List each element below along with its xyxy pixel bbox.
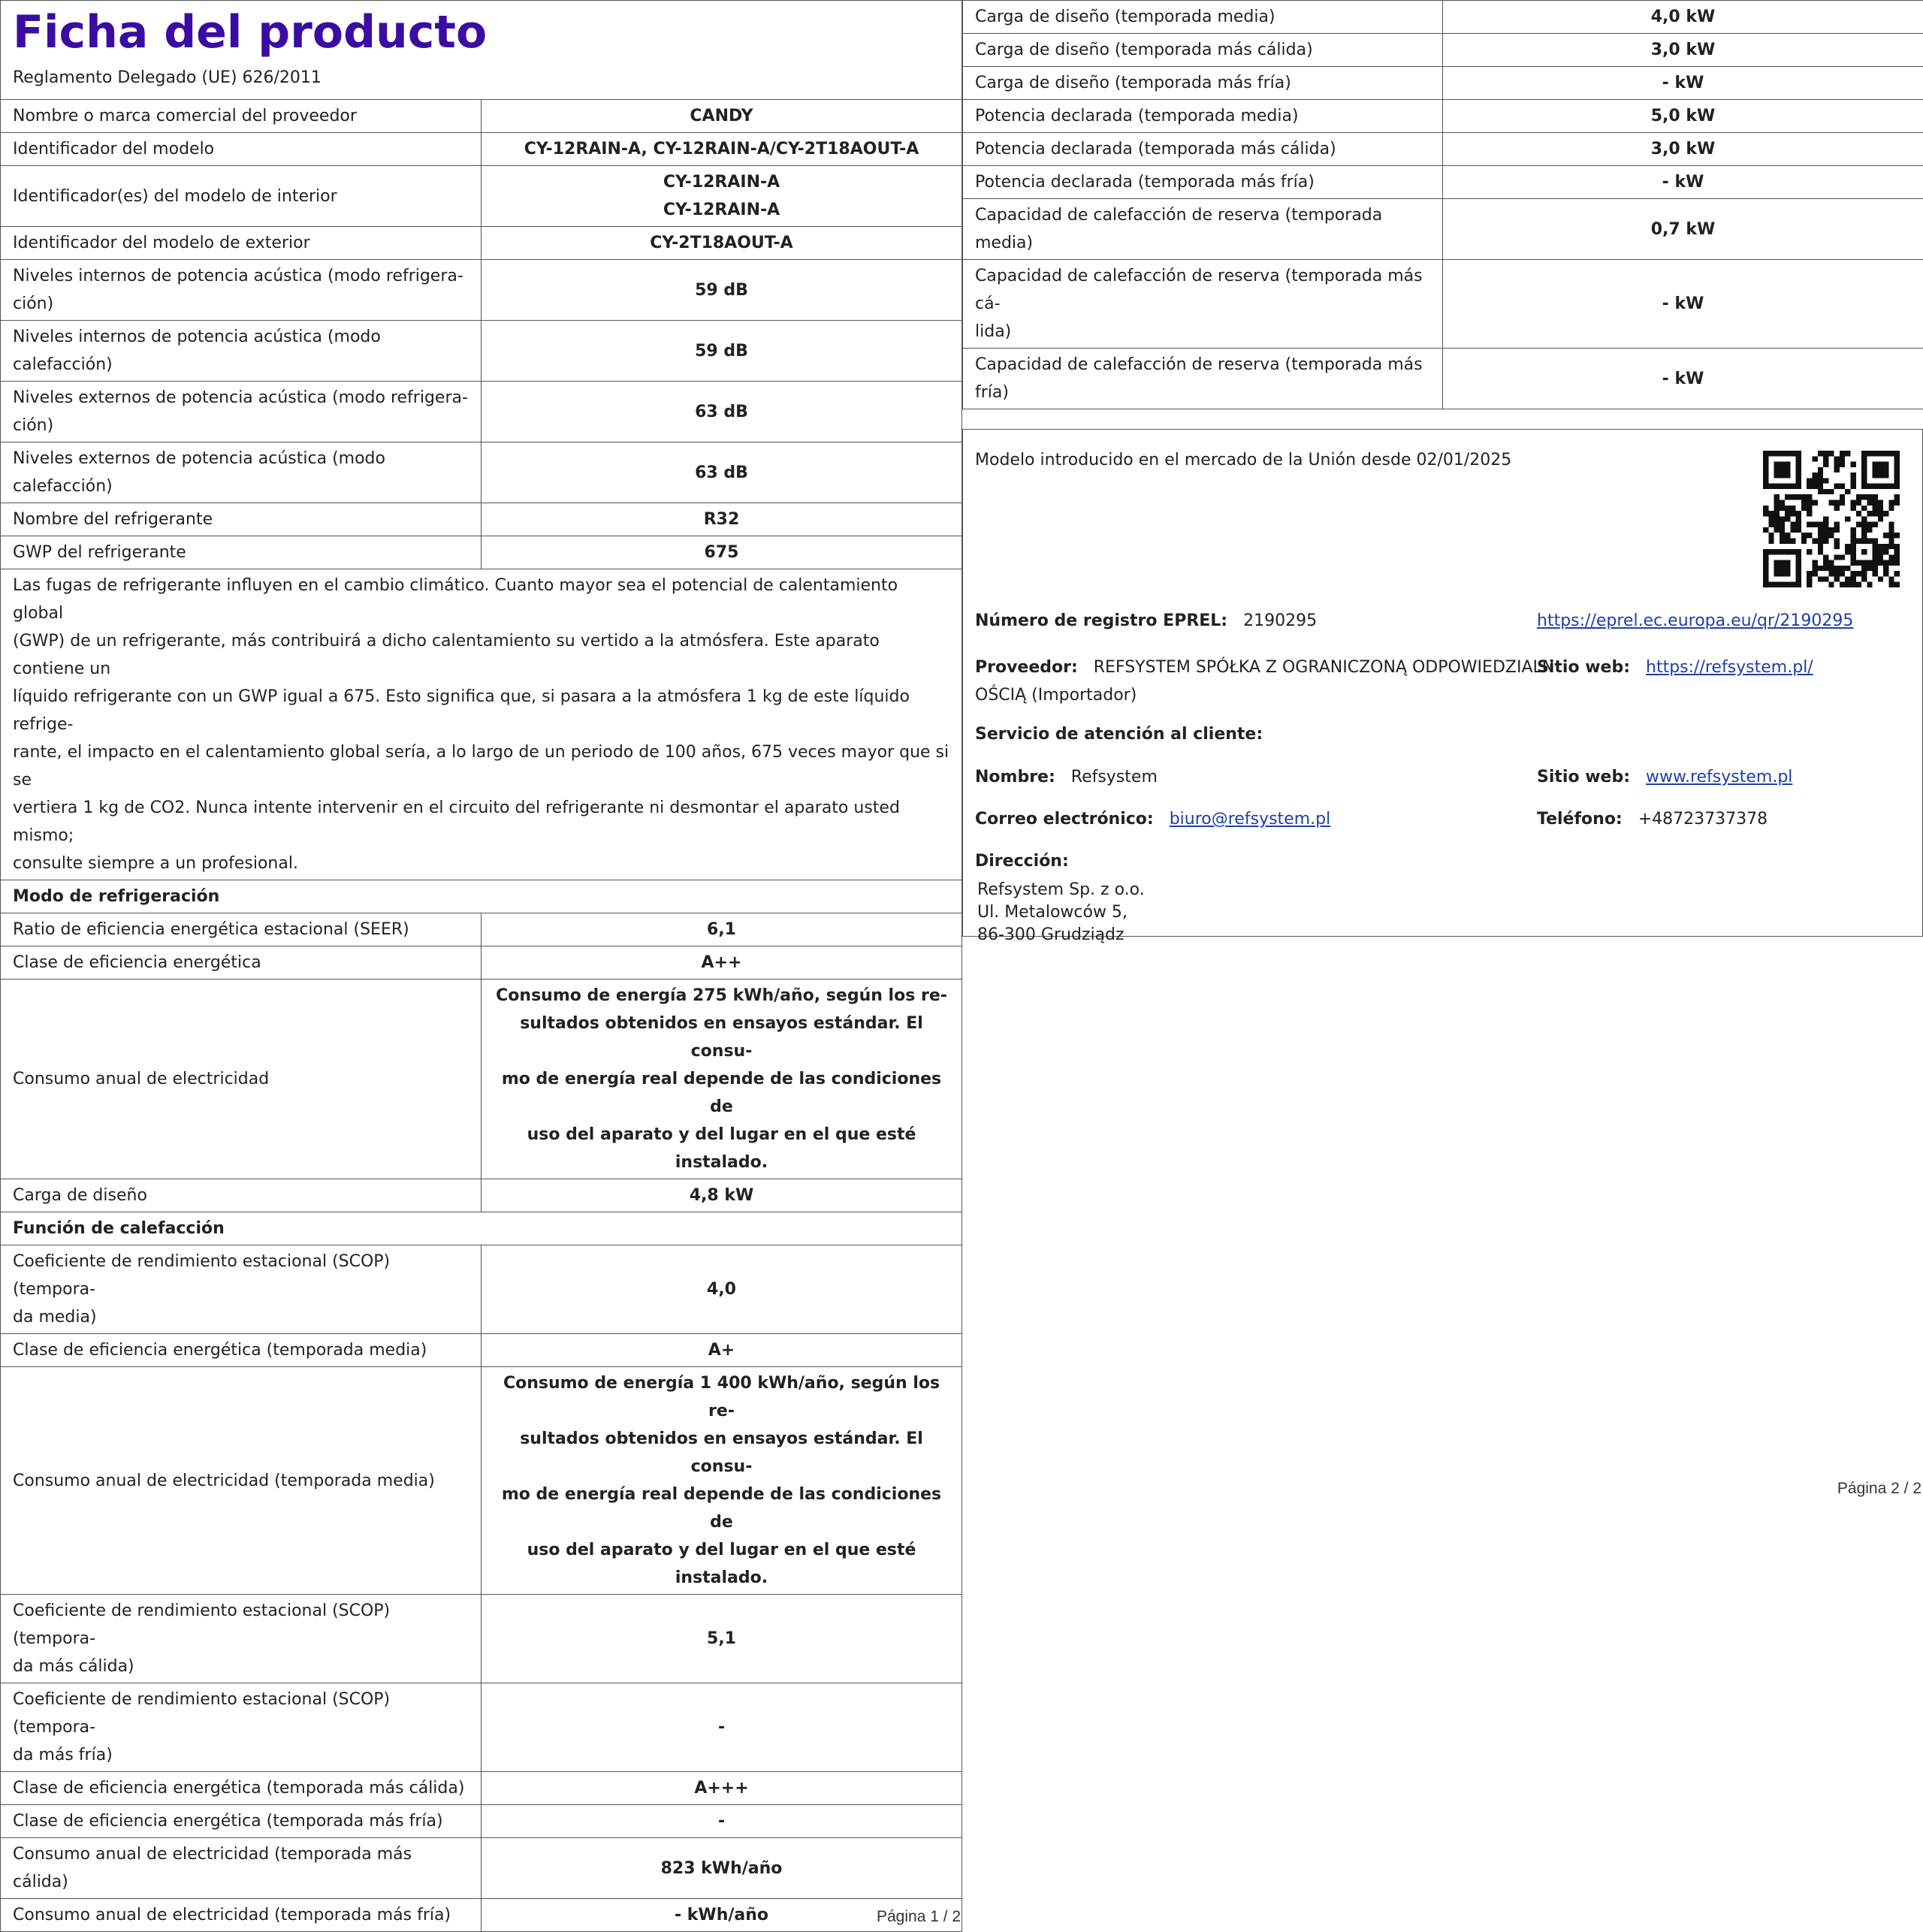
consumption-line: sultados obtenidos en ensayos estándar. El consu- bbox=[494, 1425, 949, 1481]
row-value-line: CANDY bbox=[494, 102, 949, 130]
row-value: 4,8 kW bbox=[482, 1179, 962, 1212]
title-row bbox=[1, 1, 962, 60]
cooling-section-header: Modo de refrigeración bbox=[1, 880, 962, 913]
row-label bbox=[1, 503, 482, 536]
row-value-line: 3,0 kW bbox=[1455, 36, 1911, 64]
row-label-line: Carga de diseño (temporada media) bbox=[975, 3, 1430, 31]
email-row bbox=[975, 810, 1910, 829]
table-row bbox=[1, 913, 962, 946]
phone-label: Teléfono: bbox=[1537, 810, 1623, 829]
row-value bbox=[1443, 1, 1923, 34]
cs-website-link[interactable]: www.refsystem.pl bbox=[1646, 768, 1792, 786]
regulation-row bbox=[1, 59, 962, 100]
row-label: Consumo anual de electricidad (temporada media) bbox=[1, 1367, 482, 1595]
eprel-label: Número de registro EPREL: bbox=[975, 611, 1227, 630]
row-label-line: Clase de eficiencia energética (temporada más cálida) bbox=[13, 1774, 469, 1802]
regulation-text: Reglamento Delegado (UE) 626/2011 bbox=[1, 59, 962, 100]
row-label bbox=[1, 1595, 482, 1683]
row-value-line: R32 bbox=[494, 506, 949, 533]
consumption-line: Consumo de energía 1 400 kWh/año, según los re- bbox=[494, 1369, 949, 1425]
row-value bbox=[1443, 199, 1923, 260]
supplier-website-link[interactable]: https://refsystem.pl/ bbox=[1646, 658, 1813, 677]
table-row bbox=[1, 536, 962, 569]
row-label-line: ción) bbox=[13, 412, 469, 439]
table-row bbox=[1, 980, 962, 1179]
row-value bbox=[482, 382, 962, 442]
table-row bbox=[1, 1683, 962, 1772]
row-label bbox=[963, 260, 1443, 349]
gwp-note-line: Las fugas de refrigerante influyen en el cambio climático. Cuanto mayor sea el potencial de calentamiento global bbox=[13, 572, 949, 627]
row-value bbox=[482, 1367, 962, 1595]
row-value bbox=[1443, 133, 1923, 166]
row-label-line: Niveles externos de potencia acústica (modo calefacción) bbox=[13, 445, 469, 500]
row-label-line: Nombre del refrigerante bbox=[13, 506, 469, 533]
gwp-note bbox=[1, 569, 962, 880]
row-value bbox=[482, 946, 962, 980]
row-value-line: - kW bbox=[1455, 168, 1911, 196]
heating-section-header: Función de calefacción bbox=[1, 1212, 962, 1245]
row-label-line: Potencia declarada (temporada media) bbox=[975, 102, 1430, 130]
row-value bbox=[482, 1805, 962, 1838]
row-value bbox=[482, 536, 962, 569]
general-rows bbox=[1, 100, 962, 569]
row-label bbox=[1, 166, 482, 227]
row-label-line: Niveles internos de potencia acústica (modo refrigera- bbox=[13, 262, 469, 290]
row-value-line: 63 dB bbox=[494, 398, 949, 426]
row-value-line: - bbox=[494, 1713, 949, 1741]
row-value bbox=[482, 1245, 962, 1334]
table-row bbox=[1, 503, 962, 536]
table-row bbox=[963, 34, 1923, 67]
row-label bbox=[1, 536, 482, 569]
row-value-line: A++ bbox=[494, 949, 949, 977]
qr-code-icon[interactable] bbox=[1763, 451, 1900, 587]
consumption-line: uso del aparato y del lugar en el que esté instalado. bbox=[494, 1121, 949, 1176]
row-label bbox=[963, 100, 1443, 133]
row-label-line: Niveles externos de potencia acústica (modo refrigera- bbox=[13, 384, 469, 412]
row-label-line: Coeficiente de rendimiento estacional (SCOP) (tempora- bbox=[13, 1597, 469, 1653]
row-value-line: 823 kWh/año bbox=[494, 1855, 949, 1882]
consumption-line: sultados obtenidos en ensayos estándar. El consu- bbox=[494, 1010, 949, 1065]
row-value bbox=[482, 260, 962, 321]
customer-service-label: Servicio de atención al cliente: bbox=[975, 725, 1910, 744]
gwp-note-line: (GWP) de un refrigerante, más contribuirá a dicho calentamiento su vertido a la atmósfera. Este aparato contiene un bbox=[13, 627, 949, 683]
row-label bbox=[1, 1838, 482, 1899]
table-row bbox=[963, 260, 1923, 349]
row-label-line: Clase de eficiencia energética (temporada media) bbox=[13, 1336, 469, 1364]
table-row bbox=[1, 1899, 962, 1932]
capacity-rows bbox=[963, 1, 1923, 409]
row-value-line: - kW bbox=[1455, 290, 1911, 318]
row-label-line: Identificador del modelo bbox=[13, 135, 469, 163]
row-value-line: - kW bbox=[1455, 365, 1911, 393]
gwp-note-line: rante, el impacto en el calentamiento global sería, a lo largo de un periodo de 100 años, 675 veces mayor que si se bbox=[13, 738, 949, 794]
table-row bbox=[1, 1838, 962, 1899]
table-row bbox=[1, 100, 962, 133]
row-label-line: Consumo anual de electricidad (temporada más cálida) bbox=[13, 1840, 469, 1896]
row-label bbox=[963, 349, 1443, 409]
row-value bbox=[482, 1683, 962, 1772]
row-value-line: CY-12RAIN-A bbox=[494, 196, 949, 224]
row-value bbox=[482, 321, 962, 382]
row-value-line: 675 bbox=[494, 539, 949, 566]
row-label bbox=[1, 1899, 482, 1932]
capacity-table bbox=[962, 0, 1923, 409]
section-header-row bbox=[1, 880, 962, 913]
address-line: Refsystem Sp. z o.o. bbox=[977, 879, 1910, 901]
row-label-line: Coeficiente de rendimiento estacional (SCOP) (tempora- bbox=[13, 1248, 469, 1303]
supplier-info-box bbox=[962, 429, 1923, 937]
row-label-line: da más cálida) bbox=[13, 1653, 469, 1680]
row-value bbox=[482, 1772, 962, 1805]
row-label-line: Consumo anual de electricidad (temporada más fría) bbox=[13, 1901, 469, 1929]
row-value bbox=[482, 1334, 962, 1367]
supplier-name: REFSYSTEM SPÓŁKA Z OGRANICZONĄ ODPOWIEDZIALN bbox=[1094, 658, 1554, 677]
table-row bbox=[963, 199, 1923, 260]
row-value-line: A+ bbox=[494, 1336, 949, 1364]
row-value bbox=[482, 913, 962, 946]
row-label-line: lida) bbox=[975, 318, 1430, 346]
row-label bbox=[963, 34, 1443, 67]
row-value-line: CY-12RAIN-A, CY-12RAIN-A/CY-2T18AOUT-A bbox=[494, 135, 949, 163]
row-label-line: Capacidad de calefacción de reserva (temporada media) bbox=[975, 201, 1430, 257]
row-label: Consumo anual de electricidad bbox=[1, 980, 482, 1179]
row-label-line: da más fría) bbox=[13, 1741, 469, 1769]
row-label-line: Niveles internos de potencia acústica (modo calefacción) bbox=[13, 323, 469, 379]
consumption-line: mo de energía real depende de las condiciones de bbox=[494, 1481, 949, 1536]
row-label: Carga de diseño bbox=[1, 1179, 482, 1212]
row-value-line: 4,0 kW bbox=[1455, 3, 1911, 31]
supplier-label: Proveedor: bbox=[975, 658, 1078, 677]
gwp-note-line: vertiera 1 kg de CO2. Nunca intente intervenir en el circuito del refrigerante ni desmontar el aparato usted mismo; bbox=[13, 794, 949, 850]
supplier-row bbox=[975, 654, 1910, 709]
row-label-line: Coeficiente de rendimiento estacional (SCOP) (tempora- bbox=[13, 1686, 469, 1741]
row-value bbox=[482, 100, 962, 133]
row-label bbox=[963, 166, 1443, 199]
row-label bbox=[1, 260, 482, 321]
row-label-line: Carga de diseño (temporada más fría) bbox=[975, 69, 1430, 97]
row-label bbox=[1, 442, 482, 503]
phone-number: +48723737378 bbox=[1638, 810, 1768, 829]
table-row bbox=[1, 1772, 962, 1805]
gwp-note-line: consulte siempre a un profesional. bbox=[13, 850, 949, 877]
eprel-number: 2190295 bbox=[1243, 611, 1317, 630]
row-value bbox=[482, 442, 962, 503]
address-line: Ul. Metalowców 5, bbox=[977, 901, 1910, 924]
row-value bbox=[1443, 260, 1923, 349]
row-value-line: CY-12RAIN-A bbox=[494, 168, 949, 196]
row-label-line: Potencia declarada (temporada más cálida) bbox=[975, 135, 1430, 163]
name-label: Nombre: bbox=[975, 768, 1055, 786]
website-label: Sitio web: bbox=[1537, 658, 1630, 677]
row-value bbox=[482, 503, 962, 536]
address-label: Dirección: bbox=[975, 852, 1910, 871]
row-value bbox=[482, 1595, 962, 1683]
row-label bbox=[1, 1683, 482, 1772]
consumption-line: mo de energía real depende de las condiciones de bbox=[494, 1065, 949, 1121]
row-label bbox=[1, 1772, 482, 1805]
email-link[interactable]: biuro@refsystem.pl bbox=[1170, 810, 1331, 829]
row-value bbox=[482, 1838, 962, 1899]
row-label bbox=[1, 227, 482, 260]
row-value-line: 59 dB bbox=[494, 337, 949, 365]
table-row bbox=[1, 382, 962, 442]
email-label: Correo electrónico: bbox=[975, 810, 1154, 829]
address-block bbox=[977, 879, 1910, 946]
table-row bbox=[1, 442, 962, 503]
supplier-website-block bbox=[1537, 654, 1813, 681]
row-value bbox=[1443, 34, 1923, 67]
gwp-note-row bbox=[1, 569, 962, 880]
row-label bbox=[963, 199, 1443, 260]
row-value-line: CY-2T18AOUT-A bbox=[494, 229, 949, 257]
table-row bbox=[1, 1245, 962, 1334]
row-label bbox=[1, 1805, 482, 1838]
row-label bbox=[963, 1, 1443, 34]
table-row bbox=[963, 166, 1923, 199]
row-label-line: Identificador(es) del modelo de interior bbox=[13, 183, 469, 210]
row-label-line: GWP del refrigerante bbox=[13, 539, 469, 566]
cs-name: Refsystem bbox=[1071, 768, 1158, 786]
row-label bbox=[1, 1334, 482, 1367]
table-row bbox=[1, 1595, 962, 1683]
row-value-line: 5,1 bbox=[494, 1625, 949, 1653]
table-row bbox=[963, 1, 1923, 34]
row-label-line: Nombre o marca comercial del proveedor bbox=[13, 102, 469, 130]
table-row bbox=[963, 133, 1923, 166]
row-value-line: 5,0 kW bbox=[1455, 102, 1911, 130]
page-number: Página 1 / 2 bbox=[877, 1908, 961, 1926]
page-2 bbox=[962, 0, 1923, 1504]
row-label-line: Capacidad de calefacción de reserva (temporada más cá- bbox=[975, 262, 1430, 318]
row-label bbox=[1, 1245, 482, 1334]
row-value-line: 63 dB bbox=[494, 459, 949, 487]
row-value-line: - kW bbox=[1455, 69, 1911, 97]
table-row bbox=[963, 67, 1923, 100]
row-label bbox=[1, 100, 482, 133]
address-line: 86-300 Grudziądz bbox=[977, 924, 1910, 946]
row-label-line: Clase de eficiencia energética bbox=[13, 949, 469, 977]
row-label-line: Capacidad de calefacción de reserva (temporada más bbox=[975, 351, 1430, 379]
table-row bbox=[963, 349, 1923, 409]
consumption-line: uso del aparato y del lugar en el que esté instalado. bbox=[494, 1536, 949, 1592]
row-value bbox=[482, 980, 962, 1179]
table-row bbox=[963, 100, 1923, 133]
page-number: Página 2 / 2 bbox=[1837, 1480, 1921, 1498]
cs-website-block bbox=[1537, 768, 1792, 786]
row-label bbox=[963, 133, 1443, 166]
row-value-line: 6,1 bbox=[494, 916, 949, 943]
eprel-link[interactable]: https://eprel.ec.europa.eu/qr/2190295 bbox=[1537, 611, 1853, 630]
heating-rows bbox=[1, 1595, 962, 1932]
row-label-line: ción) bbox=[13, 290, 469, 318]
heating-rows bbox=[1, 1245, 962, 1367]
row-value bbox=[1443, 100, 1923, 133]
row-value-line: - kWh/año bbox=[494, 1901, 949, 1929]
row-value-line: 3,0 kW bbox=[1455, 135, 1911, 163]
row-value bbox=[482, 227, 962, 260]
row-value bbox=[1443, 166, 1923, 199]
table-row bbox=[1, 227, 962, 260]
page-title: Ficha del producto bbox=[13, 5, 949, 59]
row-value-line: - bbox=[494, 1807, 949, 1835]
row-value-line: 0,7 kW bbox=[1455, 216, 1911, 243]
market-date: Modelo introducido en el mercado de la Unión desde 02/01/2025 bbox=[975, 451, 1910, 469]
cs-website-label: Sitio web: bbox=[1537, 768, 1630, 786]
table-row bbox=[1, 946, 962, 980]
eprel-row bbox=[975, 611, 1910, 630]
row-value-line: 4,0 bbox=[494, 1275, 949, 1303]
section-header-row bbox=[1, 1212, 962, 1245]
table-row bbox=[1, 321, 962, 382]
consumption-line: Consumo de energía 275 kWh/año, según los re- bbox=[494, 982, 949, 1010]
row-label-line: Carga de diseño (temporada más cálida) bbox=[975, 36, 1430, 64]
row-label-line: Clase de eficiencia energética (temporada más fría) bbox=[13, 1807, 469, 1835]
table-row bbox=[1, 1179, 962, 1212]
table-row bbox=[1, 260, 962, 321]
row-value-line: A+++ bbox=[494, 1774, 949, 1802]
table-row bbox=[1, 133, 962, 166]
row-label bbox=[1, 133, 482, 166]
table-row bbox=[1, 1334, 962, 1367]
row-label bbox=[963, 67, 1443, 100]
table-row bbox=[1, 1367, 962, 1595]
phone-block bbox=[1537, 810, 1768, 829]
row-label-line: fría) bbox=[975, 379, 1430, 406]
cs-name-row bbox=[975, 768, 1910, 786]
supplier-name-cont: OŚCIĄ (Importador) bbox=[975, 686, 1137, 705]
row-value-line: 59 dB bbox=[494, 276, 949, 304]
gwp-note-line: líquido refrigerante con un GWP igual a 675. Esto significa que, si pasara a la atmósfera 1 kg de este líquido refrige- bbox=[13, 683, 949, 738]
row-value bbox=[1443, 349, 1923, 409]
table-row bbox=[1, 166, 962, 227]
row-label-line: Ratio de eficiencia energética estacional (SEER) bbox=[13, 916, 469, 943]
row-value bbox=[1443, 67, 1923, 100]
table-row bbox=[1, 1805, 962, 1838]
row-label bbox=[1, 382, 482, 442]
row-label-line: Potencia declarada (temporada más fría) bbox=[975, 168, 1430, 196]
row-label bbox=[1, 913, 482, 946]
row-label-line: Identificador del modelo de exterior bbox=[13, 229, 469, 257]
row-value bbox=[482, 133, 962, 166]
row-label bbox=[1, 946, 482, 980]
row-label bbox=[1, 321, 482, 382]
row-value bbox=[482, 166, 962, 227]
row-label-line: da media) bbox=[13, 1303, 469, 1331]
cooling-rows bbox=[1, 913, 962, 980]
